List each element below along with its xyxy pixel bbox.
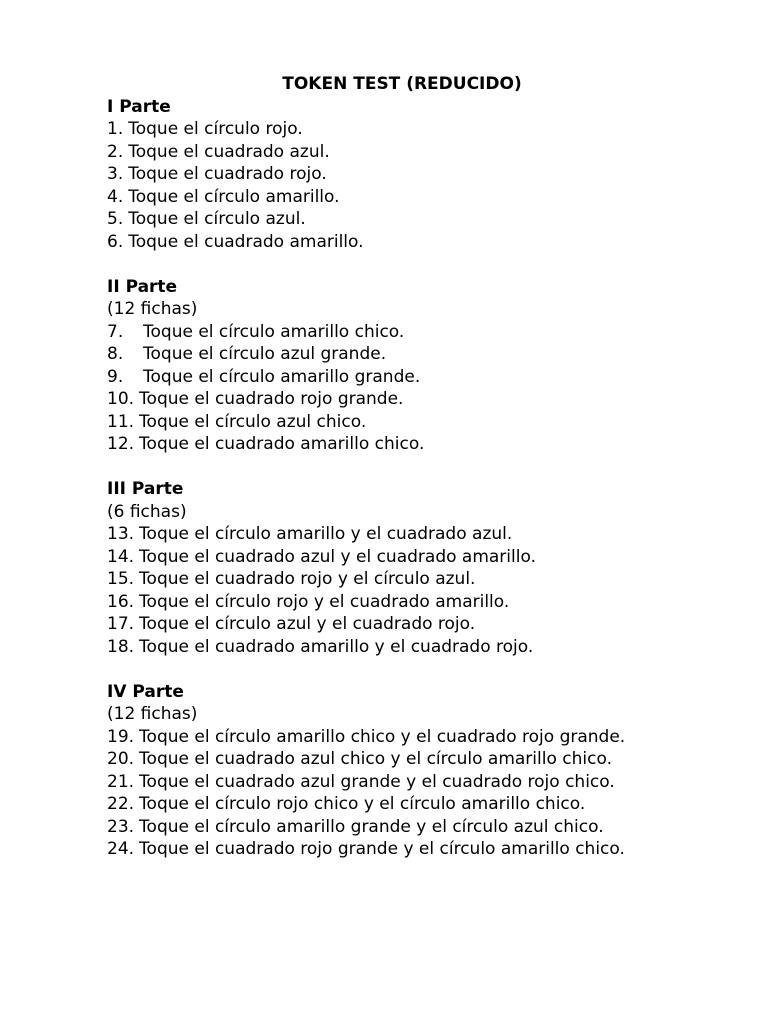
list-item — [107, 523, 728, 546]
item-number: 4. — [107, 186, 124, 207]
list-item — [107, 366, 728, 389]
item-text: Toque el círculo amarillo y el cuadrado azul. — [139, 524, 513, 544]
list-item — [107, 343, 728, 366]
item-number: 19. — [107, 726, 135, 747]
section-gap — [107, 456, 728, 479]
section-3 — [107, 478, 728, 658]
item-number: 24. — [107, 839, 135, 859]
item-text: Toque el círculo azul y el cuadrado rojo. — [139, 614, 476, 634]
item-number: 15. — [107, 569, 135, 589]
list-item — [107, 568, 728, 591]
list-item — [107, 771, 728, 794]
section-4 — [107, 681, 728, 861]
section-note: (12 fichas) — [107, 704, 198, 724]
item-text: Toque el cuadrado rojo grande. — [139, 389, 404, 409]
section-heading: III Parte — [107, 479, 184, 499]
item-number: 17. — [107, 614, 135, 634]
item-number: 12. — [107, 434, 135, 454]
list-item — [107, 748, 728, 771]
item-number: 20. — [107, 749, 135, 769]
item-number: 3. — [107, 164, 124, 184]
item-number: 21. — [107, 771, 135, 792]
item-number: 18. — [107, 636, 135, 657]
item-text: Toque el cuadrado azul. — [128, 141, 330, 162]
item-number: 2. — [107, 141, 124, 162]
item-text: Toque el cuadrado rojo grande y el círculo amarillo chico. — [139, 839, 625, 859]
list-item — [107, 726, 728, 749]
item-text: Toque el cuadrado azul grande y el cuadrado rojo chico. — [139, 771, 615, 792]
item-text: Toque el cuadrado rojo. — [128, 164, 327, 184]
item-text: Toque el círculo amarillo chico. — [143, 321, 405, 342]
list-item — [107, 118, 728, 141]
section-gap — [107, 253, 728, 276]
list-item — [107, 141, 728, 164]
list-item — [107, 208, 728, 231]
item-text: Toque el cuadrado amarillo. — [128, 231, 364, 252]
item-number: 10. — [107, 389, 135, 409]
list-item — [107, 816, 728, 839]
list-item — [107, 388, 728, 411]
item-text: Toque el cuadrado amarillo y el cuadrado rojo. — [139, 636, 534, 657]
item-number: 16. — [107, 591, 135, 612]
section-2 — [107, 276, 728, 456]
item-number: 23. — [107, 816, 135, 837]
list-item — [107, 613, 728, 636]
list-item — [107, 231, 728, 254]
list-item — [107, 411, 728, 434]
item-text: Toque el cuadrado azul y el cuadrado amarillo. — [139, 546, 536, 567]
section-heading: IV Parte — [107, 681, 184, 702]
item-text: Toque el círculo amarillo grande y el círculo azul chico. — [139, 816, 604, 837]
list-item — [107, 186, 728, 209]
list-item — [107, 433, 728, 456]
item-text: Toque el círculo amarillo. — [128, 186, 340, 207]
section-gap — [107, 658, 728, 681]
item-text: Toque el círculo rojo chico y el círculo amarillo chico. — [139, 794, 586, 814]
item-text: Toque el cuadrado rojo y el círculo azul. — [139, 569, 476, 589]
item-number: 13. — [107, 524, 135, 544]
item-number: 7. — [107, 321, 124, 342]
item-number: 5. — [107, 209, 124, 229]
list-item — [107, 591, 728, 614]
list-item — [107, 321, 728, 344]
item-text: Toque el círculo rojo. — [128, 119, 303, 139]
item-number: 6. — [107, 231, 124, 252]
item-text: Toque el círculo amarillo chico y el cuadrado rojo grande. — [139, 726, 626, 747]
section-note: (12 fichas) — [107, 299, 198, 319]
item-text: Toque el círculo azul chico. — [139, 411, 367, 432]
section-heading: II Parte — [107, 276, 178, 297]
list-item — [107, 163, 728, 186]
section-1 — [107, 96, 728, 254]
sections-container — [107, 96, 728, 861]
item-number: 9. — [107, 366, 124, 387]
item-number: 11. — [107, 411, 135, 432]
document-title: TOKEN TEST (REDUCIDO) — [282, 74, 522, 94]
list-item — [107, 838, 728, 861]
section-note: (6 fichas) — [107, 501, 187, 522]
item-text: Toque el cuadrado azul chico y el círculo amarillo chico. — [139, 749, 612, 769]
item-text: Toque el círculo azul grande. — [143, 344, 387, 364]
list-item — [107, 546, 728, 569]
list-item — [107, 636, 728, 659]
item-number: 14. — [107, 546, 135, 567]
item-number: 8. — [107, 344, 124, 364]
section-heading: I Parte — [107, 96, 171, 117]
item-text: Toque el círculo azul. — [128, 209, 306, 229]
item-text: Toque el círculo rojo y el cuadrado amarillo. — [139, 591, 510, 612]
item-text: Toque el círculo amarillo grande. — [143, 366, 421, 387]
item-number: 22. — [107, 794, 135, 814]
item-number: 1. — [107, 119, 124, 139]
item-text: Toque el cuadrado amarillo chico. — [139, 434, 425, 454]
list-item — [107, 793, 728, 816]
